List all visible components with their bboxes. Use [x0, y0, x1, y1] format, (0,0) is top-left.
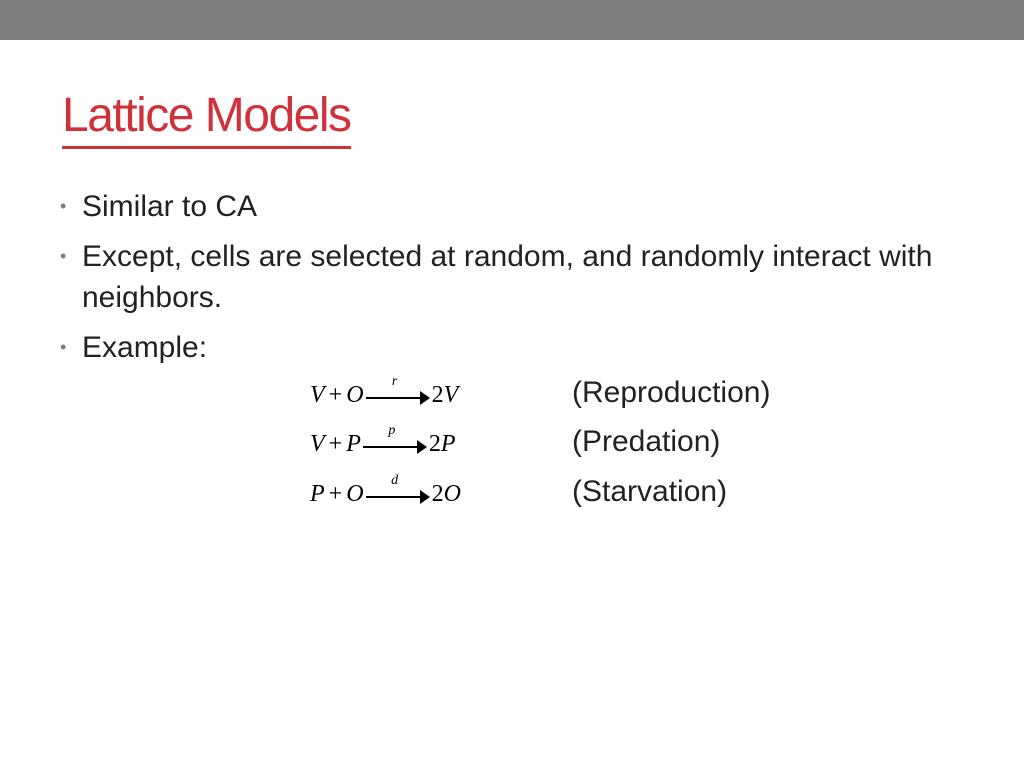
- plus-sign: +: [328, 481, 343, 507]
- bullet-text: Example:: [82, 331, 208, 364]
- rate-constant: p: [388, 423, 396, 439]
- reactant: O: [346, 382, 364, 408]
- reaction-equation: [310, 423, 456, 458]
- coefficient: 2: [428, 431, 441, 457]
- reaction-equation: [310, 473, 461, 508]
- plus-sign: +: [328, 382, 343, 408]
- reaction-label: (Predation): [572, 425, 721, 458]
- reactant: P: [346, 431, 361, 457]
- reaction-arrow-icon: [363, 423, 427, 455]
- reaction-arrow-icon: [366, 374, 430, 406]
- bullet-dot-icon: •: [60, 196, 67, 216]
- reaction-reproduction: [310, 374, 870, 422]
- product: O: [443, 481, 461, 507]
- reaction-arrow-icon: [366, 473, 430, 505]
- coefficient: 2: [431, 481, 444, 507]
- reactant: V: [310, 431, 325, 457]
- bullet-item: [60, 327, 940, 368]
- bullet-item: [60, 186, 940, 227]
- top-bar: [0, 0, 1024, 40]
- reactant: V: [310, 382, 325, 408]
- reaction-label: (Starvation): [572, 475, 728, 508]
- reactant: P: [310, 481, 325, 507]
- bullet-text: Except, cells are selected at random, and randomly interact with neighbors.: [82, 240, 933, 314]
- plus-sign: +: [328, 431, 343, 457]
- rate-constant: r: [391, 374, 398, 390]
- rate-constant: d: [391, 473, 399, 489]
- bullet-item: [60, 236, 940, 318]
- reaction-starvation: [310, 473, 870, 521]
- bullet-text: Similar to CA: [82, 190, 258, 223]
- product: P: [440, 431, 456, 457]
- bullet-list: [60, 186, 940, 377]
- reaction-label: (Reproduction): [572, 376, 771, 409]
- reaction-equation: [310, 374, 459, 409]
- slide-title: Lattice Models: [62, 86, 351, 149]
- product: V: [443, 382, 459, 408]
- reactant: O: [346, 481, 364, 507]
- bullet-dot-icon: •: [60, 337, 67, 357]
- bullet-dot-icon: •: [60, 246, 67, 266]
- reaction-predation: [310, 423, 870, 471]
- coefficient: 2: [431, 382, 444, 408]
